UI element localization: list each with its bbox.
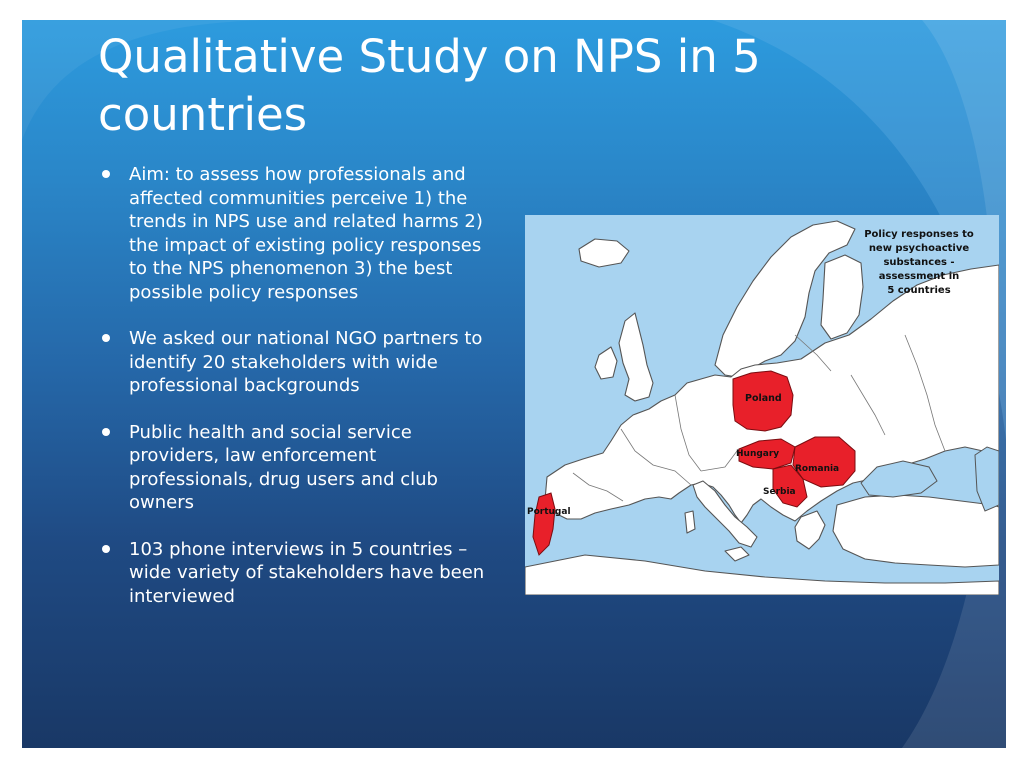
bullet-text: We asked our national NGO partners to identify 20 stakeholders with wide professional backgrounds xyxy=(129,328,483,396)
slide-title: Qualitative Study on NPS in 5 countries xyxy=(98,30,761,141)
bullet-item xyxy=(102,163,492,304)
map-caption-line: 5 countries xyxy=(887,285,951,296)
bullet-text: Public health and social service providers, law enforcement professionals, drug users and club owners xyxy=(129,421,438,513)
map-caption-line: Policy responses to xyxy=(864,229,974,240)
bullet-text: 103 phone interviews in 5 countries – wide variety of stakeholders have been interviewed xyxy=(129,538,485,607)
bullet-dot xyxy=(102,170,110,178)
map-caption-line: new psychoactive xyxy=(868,243,970,254)
map-caption-line: substances - xyxy=(883,257,955,268)
map-caption-line: assessment in xyxy=(878,271,960,282)
bullet-dot xyxy=(102,334,110,342)
bullet-dot xyxy=(102,545,110,553)
bullet-item xyxy=(102,421,492,515)
map-label-serbia: Serbia xyxy=(763,487,796,497)
bullet-list xyxy=(102,163,492,631)
turkey-land xyxy=(833,495,999,567)
europe-map xyxy=(525,215,999,595)
map-label-portugal: Portugal xyxy=(527,507,571,517)
europe-map-graphic xyxy=(525,215,999,595)
bullet-text: Aim: to assess how professionals and affected communities perceive 1) the trends in NPS use and related harms 2) the impact of existing policy responses to the NPS phenomenon 3) the best possible policy responses xyxy=(129,164,483,303)
sardinia-land xyxy=(685,511,695,533)
slide xyxy=(22,20,1006,748)
map-label-hungary: Hungary xyxy=(736,449,780,459)
map-label-poland: Poland xyxy=(745,393,782,404)
bullet-item xyxy=(102,327,492,398)
map-label-romania: Romania xyxy=(795,464,840,474)
bullet-item xyxy=(102,538,492,609)
bullet-dot xyxy=(102,428,110,436)
